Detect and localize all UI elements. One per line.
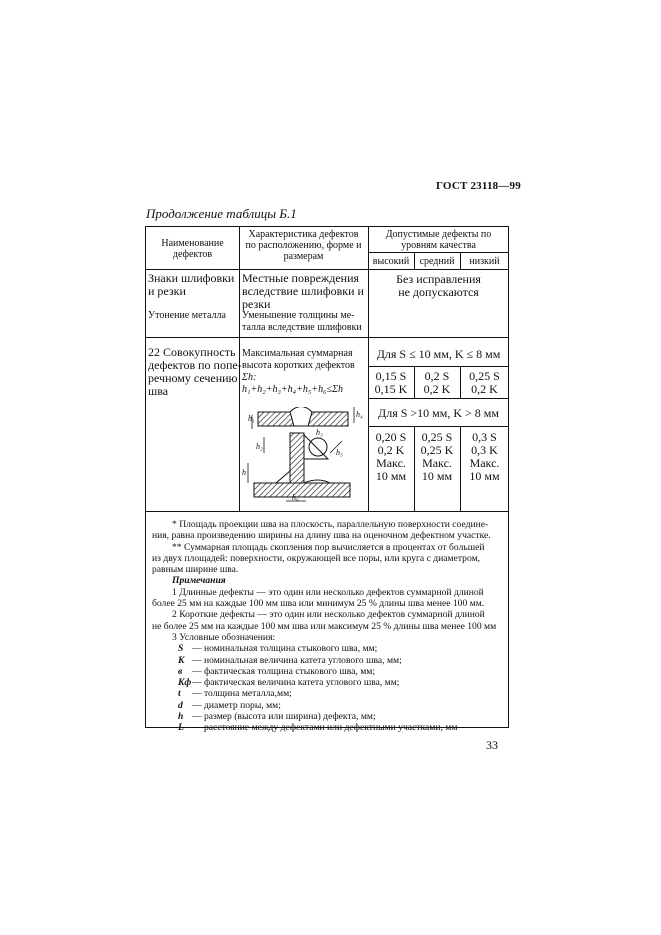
g2-high-mm: 10 мм <box>375 469 407 483</box>
g2-high-s: 0,20 S <box>375 430 407 444</box>
g2-medium-k: 0,25 K <box>420 443 454 457</box>
footnote2-line3: равным ширине шва. <box>152 564 239 576</box>
group2-header: Для S >10 мм, K > 8 мм <box>378 406 499 420</box>
group2-header-line <box>368 426 509 427</box>
row2-desc-line2: высота коротких дефектов <box>242 360 355 371</box>
group1-header: Для S ≤ 10 мм, K ≤ 8 мм <box>376 347 501 361</box>
row2-desc-line1: Максимальная суммарная <box>242 348 353 359</box>
g2-medium-mm: 10 мм <box>421 469 453 483</box>
col-header-allowed-line2: уровням качества <box>401 240 476 251</box>
row2-name-line1: 22 Совокупность <box>148 345 236 359</box>
bottom-plate <box>254 483 350 497</box>
g2-high-k: 0,2 K <box>377 443 405 457</box>
row2-formula: h₁+h₂+h₃+h₄+h₅+h₆≤Σh <box>242 384 344 395</box>
g1-low-s: 0,25 S <box>469 369 500 383</box>
g1-medium-k: 0,2 K <box>423 382 451 396</box>
row1-name2: Утонение металла <box>148 310 226 321</box>
g2-low <box>460 431 509 483</box>
notes-title: Примечания <box>172 575 226 587</box>
table-caption: Продолжение таблицы Б.1 <box>146 206 297 221</box>
col-header-name <box>146 238 239 260</box>
symbol-letter: t <box>178 688 181 700</box>
row1-allowed-line1: Без исправления <box>396 272 481 286</box>
symbol-letter: S <box>178 643 184 655</box>
diagram-label-h3: h <box>242 468 246 477</box>
page-number: 33 <box>486 738 498 752</box>
symbol-letter: L <box>178 722 184 734</box>
g1-high-s: 0,15 S <box>375 369 407 383</box>
symbol-letter: d <box>178 699 183 711</box>
col-header-characteristic <box>239 229 368 262</box>
g1-low-k: 0,2 K <box>471 382 498 396</box>
note3-title: 3 Условные обозначения: <box>172 631 276 643</box>
symbol-row <box>152 688 496 699</box>
note2-line1: 2 Короткие дефекты — это один или несколько дефектов суммарной длиной <box>172 609 485 621</box>
symbol-definition: — номинальная величина катета углового шва, мм; <box>192 654 402 666</box>
symbol-row <box>152 711 496 722</box>
header-bottom-line <box>146 269 509 270</box>
fillet-weld-left <box>276 471 290 483</box>
note1-line1: 1 Длинные дефекты — это один или несколько дефектов суммарной длиной <box>172 586 484 598</box>
col-header-name-line2: дефектов <box>172 249 213 260</box>
row1-desc1-line2: вследствие шлифовки и <box>242 284 364 298</box>
row1-desc1-line3: резки <box>242 297 271 311</box>
diagram-label-h6: h₆ <box>292 493 299 502</box>
row2-name-line3: речному сечению <box>148 371 238 385</box>
level-high: высокий <box>372 256 410 267</box>
symbol-definition: — номинальная толщина стыкового шва, мм; <box>192 643 378 655</box>
footnote2-line2: из двух площадей: поверхности, окружающей все поры, или круга с диаметром, <box>152 552 481 564</box>
group1-header-line <box>368 366 509 367</box>
g2-medium <box>414 431 460 483</box>
footnote1-line2: ния, равна произведению ширины на длину шва на оценочном дефектном участке. <box>152 530 491 542</box>
row1-name1: Знаки шлифовки <box>148 271 235 285</box>
row2-name-line4: шва <box>148 384 169 398</box>
symbol-letter: h <box>178 711 184 723</box>
symbol-row <box>152 666 496 677</box>
g2-high-max: Макс. <box>376 456 406 470</box>
standard-designation: ГОСТ 23118—99 <box>436 180 521 192</box>
note2-line2: не более 25 мм на каждые 100 мм шва или максимум 25 % длины шва менее 100 мм <box>152 620 497 632</box>
row1-name1b: и резки <box>148 284 186 298</box>
symbol-definition: — толщина металла,мм; <box>192 688 292 700</box>
defects-table <box>145 226 509 734</box>
g2-medium-s: 0,25 S <box>421 430 453 444</box>
vertical-web <box>290 433 304 483</box>
symbol-definition: — расстояние между дефектами или дефектными участками, мм <box>192 722 458 734</box>
g2-high <box>368 431 414 483</box>
level-low: низкий <box>469 256 500 267</box>
symbol-row <box>152 700 496 711</box>
g1-high <box>368 370 414 396</box>
col-header-char-line3: размерам <box>283 251 324 262</box>
col-header-char-line1: Характеристика дефектов <box>248 229 359 240</box>
g2-low-s: 0,3 S <box>472 430 497 444</box>
row1-bottom-line <box>146 337 509 338</box>
g1-medium <box>414 370 460 396</box>
level-medium: средний <box>419 256 455 267</box>
top-weld-bead <box>290 407 312 426</box>
g1-high-k: 0,15 K <box>374 382 408 396</box>
row2-bottom-line <box>146 511 509 512</box>
symbol-definition: — диаметр поры, мм; <box>192 699 281 711</box>
symbol-definition: — размер (высота или ширина) дефекта, мм; <box>192 711 376 723</box>
diagram-label-h1: h₁ <box>248 414 255 423</box>
row2-name-line2: дефектов по попе- <box>148 358 242 372</box>
diagram-label-h2: h₂ <box>256 442 263 451</box>
symbol-row <box>152 722 496 733</box>
symbol-definition: — фактическая толщина стыкового шва, мм; <box>192 665 376 677</box>
notes-block <box>152 519 496 734</box>
symbol-row <box>152 677 496 688</box>
diagram-label-h3b: h₃ <box>316 428 323 437</box>
g2-low-max: Макс. <box>469 456 500 470</box>
symbols-list <box>152 643 496 733</box>
g1-low <box>460 370 509 396</box>
col-header-name-line1: Наименование <box>161 238 224 249</box>
g2-low-k: 0,3 K <box>471 443 498 457</box>
diagram-label-h4: h₄ <box>356 410 363 419</box>
top-left-plate <box>258 412 294 426</box>
symbol-row <box>152 655 496 666</box>
diagram-label-h5: h₅ <box>336 448 343 457</box>
col-header-allowed-line1: Допустимые дефекты по <box>385 229 492 240</box>
symbol-letter: K <box>178 654 185 666</box>
note1-line2: более 25 мм на каждые 100 мм шва или минимум 25 % длины шва менее 100 мм. <box>152 598 485 610</box>
g2-low-mm: 10 мм <box>469 469 500 483</box>
footnote1-line1: * Площадь проекции шва на плоскость, параллельную поверхности соедине- <box>172 519 489 530</box>
symbol-row <box>152 643 496 654</box>
g1-medium-s: 0,2 S <box>424 369 450 383</box>
weld-cross-section-diagram <box>246 407 366 509</box>
col-header-allowed <box>368 229 509 251</box>
symbol-letter: Kф <box>178 677 192 689</box>
footnote2-line1: ** Суммарная площадь скопления пор вычисляется в процентах от большей <box>172 541 485 553</box>
levels-header-line <box>368 252 509 253</box>
group1-bottom-line <box>368 398 509 399</box>
row1-allowed-line2: не допускаются <box>398 285 479 299</box>
row1-desc2-line1: Уменьшение толщины ме- <box>242 310 355 321</box>
symbol-letter: в <box>178 665 183 677</box>
row1-desc1-line1: Местные повреждения <box>242 271 360 285</box>
row1-desc2-line2: талла вследствие шлифовки <box>242 322 362 333</box>
g2-medium-max: Макс. <box>422 456 452 470</box>
symbol-definition: — фактическая величина катета углового шва, мм; <box>192 677 400 689</box>
col-header-char-line2: по расположению, форме и <box>245 240 362 251</box>
row2-desc-line3: Σh: <box>242 372 257 383</box>
top-right-plate <box>308 412 348 426</box>
